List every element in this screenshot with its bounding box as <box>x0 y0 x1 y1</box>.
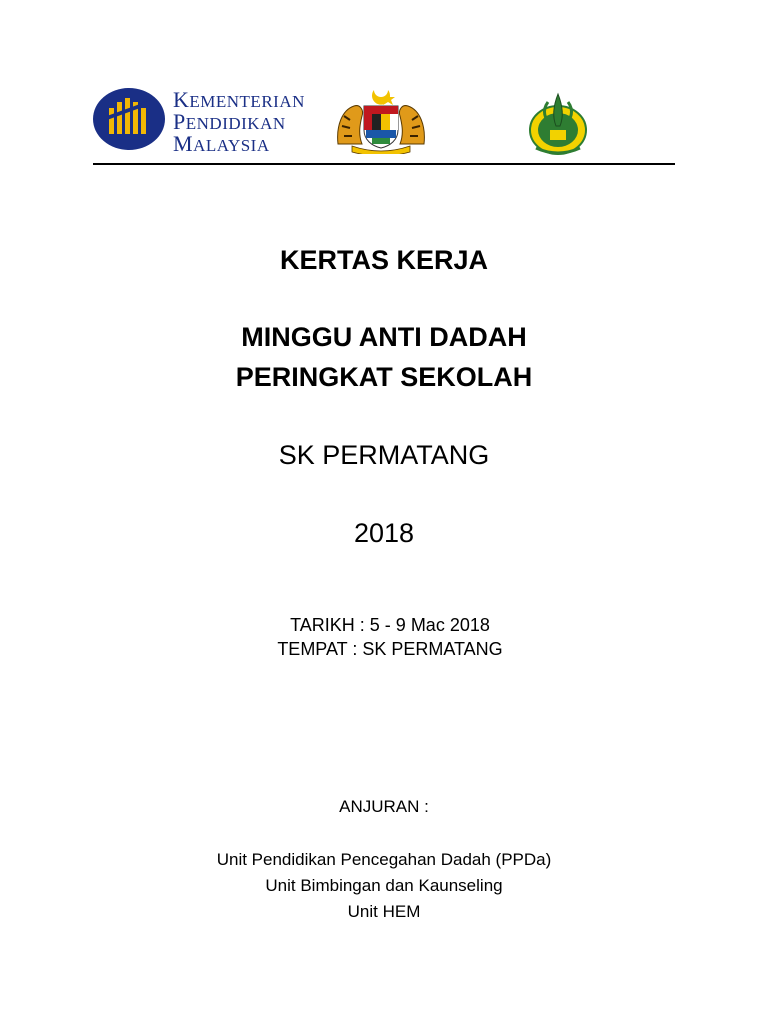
organizer-item: Unit Bimbingan dan Kaunseling <box>265 876 503 895</box>
school-name: SK PERMATANG <box>278 440 490 470</box>
ministry-logo-line3: MALAYSIA <box>173 131 270 156</box>
ministry-logo-text <box>173 87 305 156</box>
document-subtitle-line1: MINGGU ANTI DADAH <box>241 322 527 352</box>
organizer-label: ANJURAN : <box>339 797 429 816</box>
ministry-logo-line2: PENDIDIKAN <box>173 109 286 134</box>
organizer-item: Unit Pendidikan Pencegahan Dadah (PPDa) <box>216 850 552 869</box>
document-year: 2018 <box>353 518 415 548</box>
school-district-crest-icon <box>528 92 588 156</box>
document-subtitle-line2: PERINGKAT SEKOLAH <box>235 362 533 392</box>
event-date: TARIKH : 5 - 9 Mac 2018 <box>290 615 490 635</box>
kementerian-pendidikan-malaysia-emblem-icon <box>93 86 165 152</box>
header-divider <box>93 163 675 165</box>
ministry-logo-line1: KEMENTERIAN <box>173 87 305 112</box>
organizer-item: Unit HEM <box>347 902 421 921</box>
event-venue: TEMPAT : SK PERMATANG <box>277 639 503 659</box>
malaysia-coat-of-arms-icon <box>332 86 430 154</box>
ministry-logo <box>93 86 325 156</box>
document-title: KERTAS KERJA <box>279 245 489 275</box>
